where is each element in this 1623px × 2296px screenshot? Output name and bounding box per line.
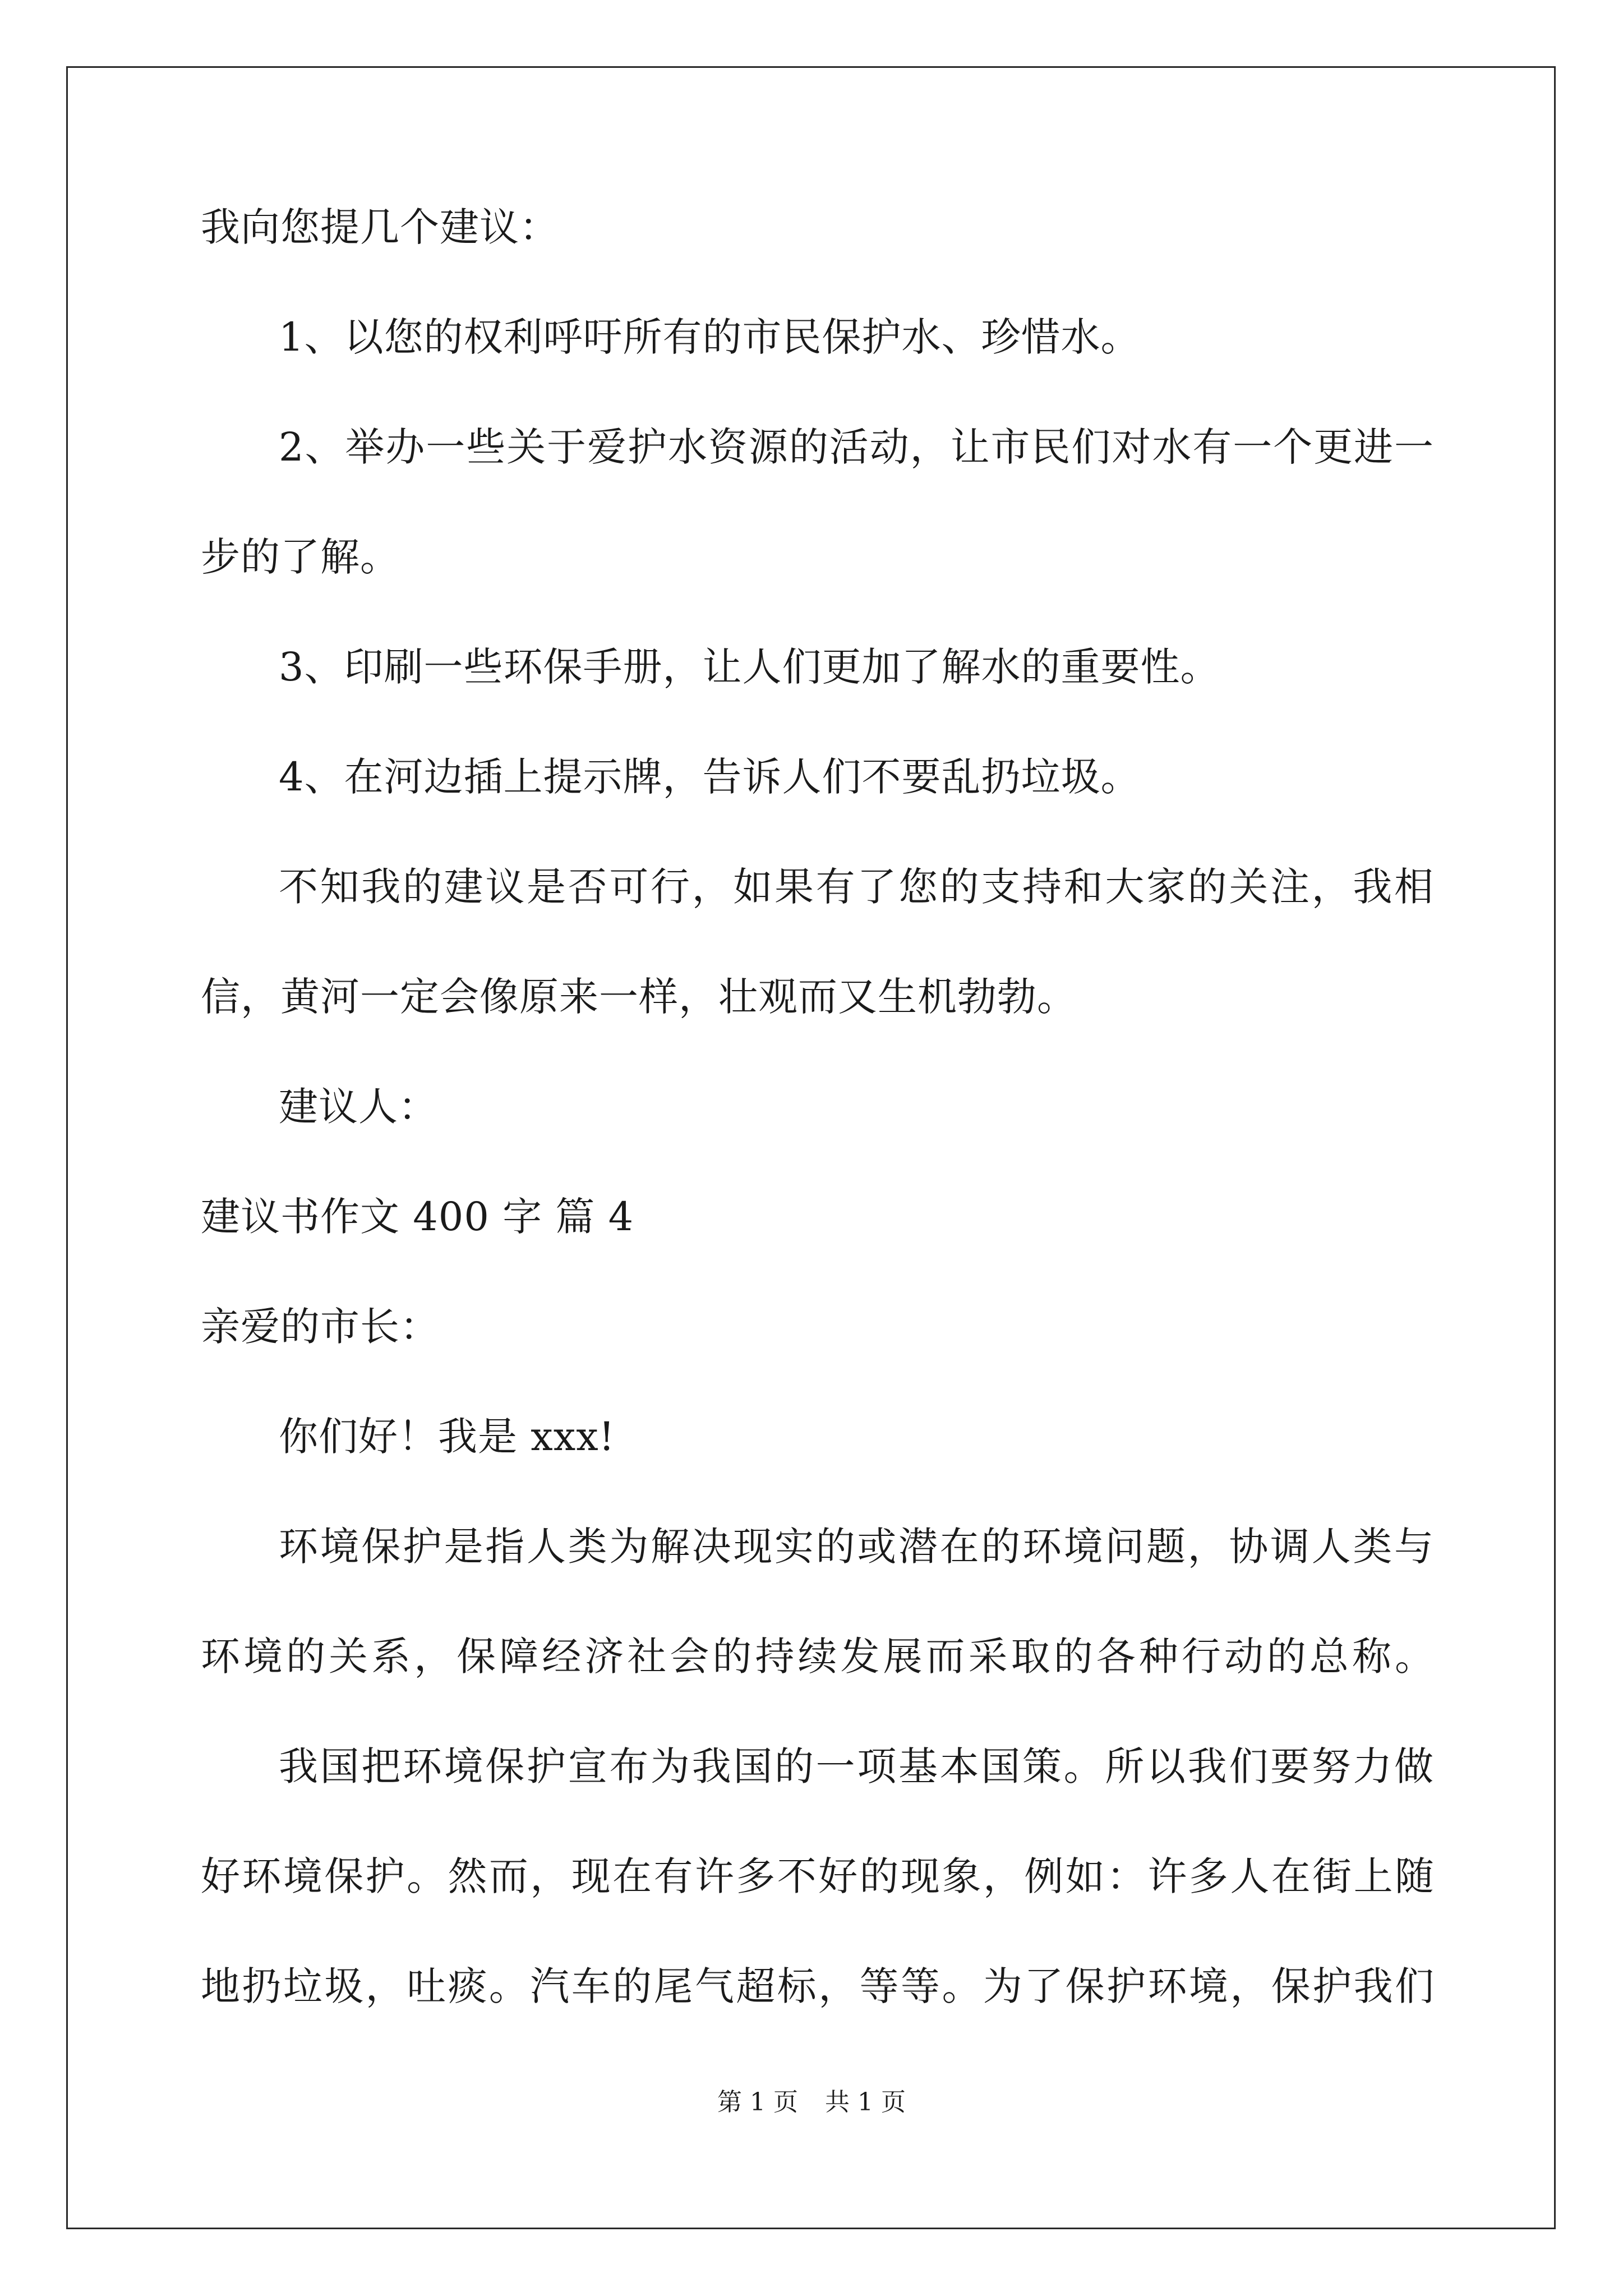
salutation: 亲爱的市长：	[201, 1304, 440, 1350]
paragraph-line: 我向您提几个建议：	[201, 204, 559, 250]
paragraph-line: 4、在河边插上提示牌，告诉人们不要乱扔垃圾。	[279, 754, 1141, 800]
paragraph-line: 地扔垃圾，吐痰。汽车的尾气超标，等等。为了保护环境，保护我们	[201, 1963, 1435, 2009]
paragraph-line: 信，黄河一定会像原来一样，壮观而又生机勃勃。	[201, 974, 1077, 1020]
paragraph-line: 你们好！我是 xxx!	[279, 1414, 615, 1460]
paragraph-line: 我国把环境保护宣布为我国的一项基本国策。所以我们要努力做	[279, 1743, 1434, 1789]
page-total: 共 1 页	[825, 2088, 906, 2116]
paragraph-line: 环境的关系，保障经济社会的持续发展而采取的各种行动的总称。	[201, 1634, 1435, 1680]
paragraph-line: 不知我的建议是否可行，如果有了您的支持和大家的关注，我相	[279, 864, 1434, 910]
page-number: 第 1 页	[717, 2088, 798, 2116]
paragraph-line: 好环境保护。然而，现在有许多不好的现象，例如：许多人在街上随	[201, 1853, 1435, 1899]
paragraph-line: 建议人：	[279, 1084, 438, 1130]
paragraph-line: 2、举办一些关于爱护水资源的活动，让市民们对水有一个更进一	[279, 424, 1434, 470]
page-footer	[0, 2086, 1623, 2119]
paragraph-line: 环境保护是指人类为解决现实的或潜在的环境问题，协调人类与	[279, 1524, 1434, 1570]
section-heading: 建议书作文 400 字 篇 4	[201, 1194, 634, 1240]
page-border	[66, 66, 1556, 2229]
paragraph-line: 步的了解。	[201, 534, 400, 580]
paragraph-line: 1、以您的权利呼吁所有的市民保护水、珍惜水。	[279, 314, 1141, 360]
paragraph-line: 3、印刷一些环保手册，让人们更加了解水的重要性。	[279, 644, 1220, 690]
